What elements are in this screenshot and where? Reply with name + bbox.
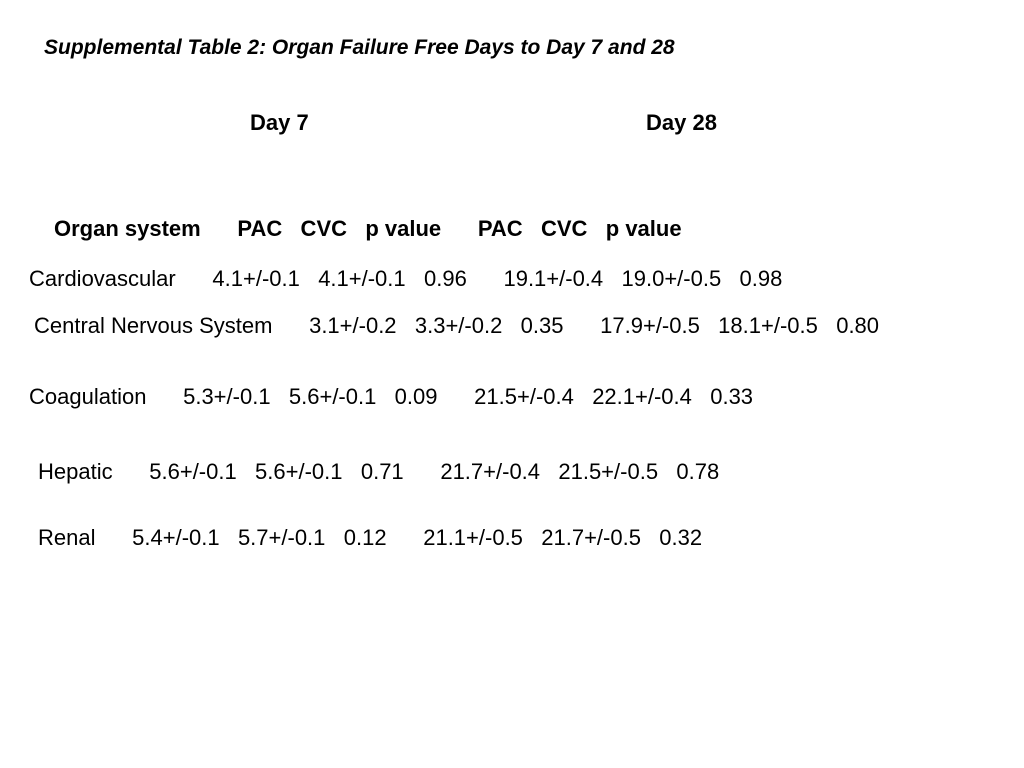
table-row-renal: Renal 5.4+/-0.1 5.7+/-0.1 0.12 21.1+/-0.5 21.7+/-0.5 0.32	[38, 525, 703, 550]
group-header-day28: Day 28	[646, 110, 717, 135]
table-row-cardiovascular: Cardiovascular 4.1+/-0.1 4.1+/-0.1 0.96 19.1+/-0.4 19.0+/-0.5 0.98	[29, 266, 783, 291]
document-title: Supplemental Table 2: Organ Failure Free Days to Day 7 and 28	[44, 36, 675, 59]
column-header-row: Organ system PAC CVC p value PAC CVC p value	[54, 216, 682, 241]
table-row-hepatic: Hepatic 5.6+/-0.1 5.6+/-0.1 0.71 21.7+/-0.4 21.5+/-0.5 0.78	[38, 459, 720, 484]
group-header-day7: Day 7	[250, 110, 309, 135]
table-row-coagulation: Coagulation 5.3+/-0.1 5.6+/-0.1 0.09 21.5+/-0.4 22.1+/-0.4 0.33	[29, 384, 754, 409]
table-row-central-nervous-system: Central Nervous System 3.1+/-0.2 3.3+/-0.2 0.35 17.9+/-0.5 18.1+/-0.5 0.80	[34, 313, 880, 338]
